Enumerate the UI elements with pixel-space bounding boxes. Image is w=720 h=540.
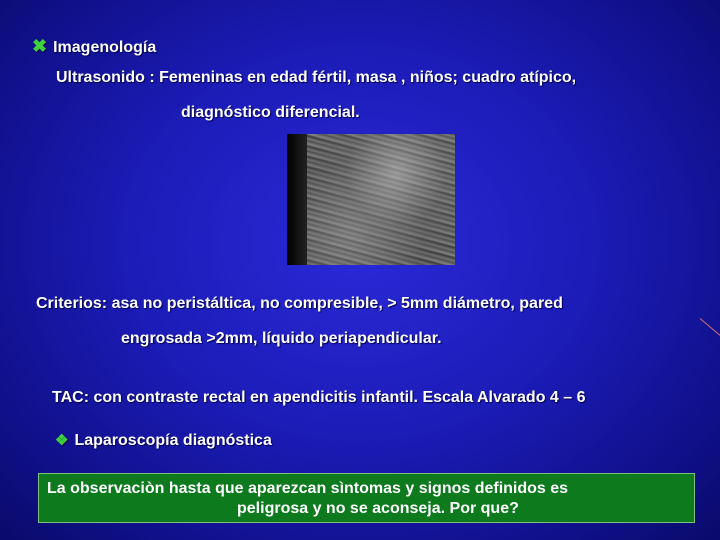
heading-text: Imagenología [53, 39, 157, 56]
warning-box-line-2: peligrosa y no se aconseja. Por que? [237, 500, 519, 517]
warning-box-line-1: La observaciòn hasta que aparezcan sìntomas y signos definidos es [47, 480, 569, 497]
diamond-bullet-icon: ❖ [55, 432, 69, 449]
tac-line: TAC: con contraste rectal en apendicitis infantil. Escala Alvarado 4 – 6 [52, 389, 586, 406]
ultrasound-line-1: Ultrasonido : Femeninas en edad fértil, masa , niños; cuadro atípico, [56, 69, 577, 86]
ultrasound-image [287, 134, 455, 265]
criteria-line-1: Criterios: asa no peristáltica, no compresible, > 5mm diámetro, pared [36, 295, 563, 312]
heading [32, 36, 156, 57]
ultrasound-image-edge [287, 134, 307, 265]
x-bullet-icon: ✖ [32, 36, 48, 56]
laparoscopy-text: Laparoscopía diagnóstica [74, 432, 272, 449]
decorative-line [700, 318, 720, 344]
warning-box [38, 473, 695, 523]
criteria-line-2: engrosada >2mm, líquido periapendicular. [121, 330, 442, 347]
ultrasound-line-2: diagnóstico diferencial. [181, 104, 360, 121]
ultrasound-image-scan [307, 134, 455, 265]
laparoscopy-line [55, 431, 272, 450]
